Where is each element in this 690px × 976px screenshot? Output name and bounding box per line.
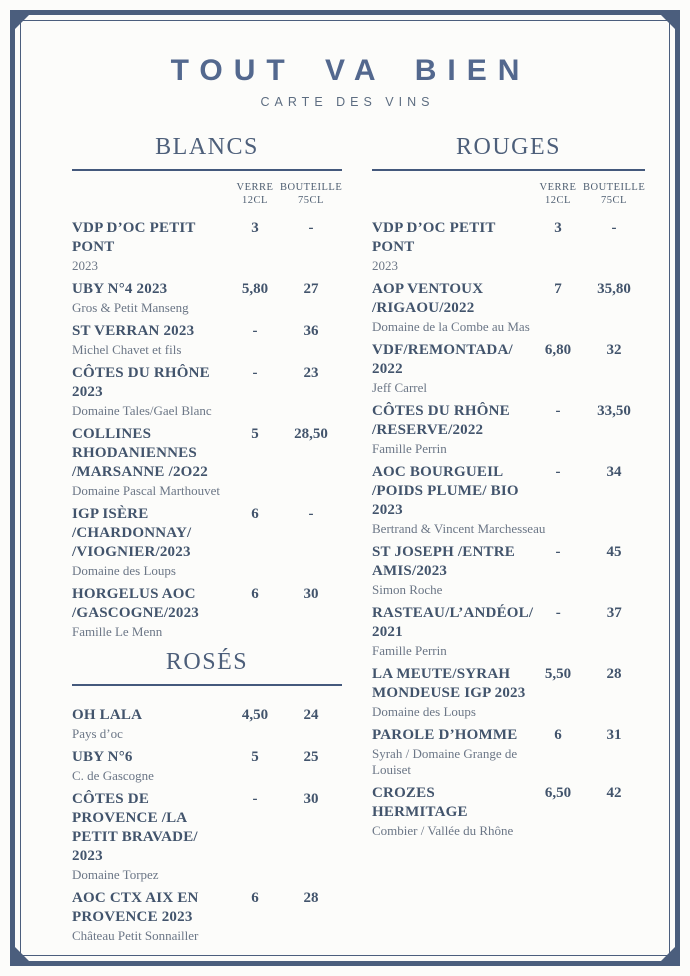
wine-name: PAROLE D’HOMME [372,727,518,743]
wine-name: UBY N°4 2023 [72,281,168,297]
wine-name: LA MEUTE/SYRAH MONDEUSE IGP 2023 [372,666,526,701]
glass-price: 5 [251,426,259,442]
wine-item [72,425,342,499]
wine-item [72,790,342,883]
glass-price: 5 [251,749,259,765]
bottle-price: - [308,220,314,236]
wine-item [372,726,645,778]
bottle-price: 45 [606,544,622,560]
wine-item [372,341,645,396]
wine-name: ST VERRAN 2023 [72,323,195,339]
wine-producer: Famille Perrin [372,441,447,456]
bottle-size: 75CL [601,195,627,206]
wine-name: CÔTES DE PROVENCE /LA PETIT BRAVADE/ 2023 [72,791,198,864]
bottle-price: 28,50 [294,426,328,442]
glass-column-header [230,181,280,207]
wine-producer: Michel Chavet et fils [72,342,182,357]
glass-price: - [252,365,258,381]
wine-producer: Pays d’oc [72,726,123,741]
wine-producer: Combier / Vallée du Rhône [372,823,514,838]
glass-price: 7 [554,281,562,297]
wine-name: HORGELUS AOC /GASCOGNE/2023 [72,586,199,621]
bottle-price: 25 [303,749,319,765]
wine-item [372,543,645,598]
wine-producer: Gros & Petit Manseng [72,300,189,315]
wine-producer: Bertrand & Vincent Marchesseau [372,521,546,536]
right-column [372,133,645,950]
wine-name: AOC CTX AIX EN PROVENCE 2023 [72,890,199,925]
glass-price: - [555,544,561,560]
roses-section [72,648,342,944]
bottle-price: 30 [303,791,319,807]
wine-name: VDP D’OC PETIT PONT [372,220,496,255]
wine-producer: Famille Le Menn [72,624,163,639]
wine-item [72,706,342,742]
bottle-column-header [280,181,342,207]
wine-producer: Domaine de la Combe au Mas [372,319,530,334]
wine-name-cell [372,402,533,457]
wine-producer: C. de Gascogne [72,768,154,783]
wine-name-cell [72,425,230,499]
left-column [72,133,342,950]
bottle-price: - [308,506,314,522]
bottle-price: 24 [303,707,319,723]
bottle-price: 28 [606,666,622,682]
wine-item [72,322,342,358]
wine-name-cell [72,585,230,640]
glass-price: 5,80 [241,281,269,297]
glass-price: - [252,323,258,339]
wine-item [72,364,342,419]
bottle-label: BOUTEILLE [280,182,343,193]
bottle-price: 36 [303,323,319,339]
wine-name-cell [372,543,533,598]
bottle-price: 35,80 [597,281,631,297]
price-column-headers-blancs [72,181,342,207]
wine-item [72,505,342,579]
masthead [0,0,690,109]
wine-producer: Domaine des Loups [372,704,476,719]
wine-name-cell [372,665,533,720]
glass-price: - [252,791,258,807]
wine-name: RASTEAU/L’ANDÉOL/ 2021 [372,605,534,640]
bottle-size: 75CL [298,195,324,206]
glass-price: 6 [554,727,562,743]
wine-producer: 2023 [372,258,398,273]
wine-name-cell [72,706,230,742]
wine-name-cell [72,364,230,419]
wine-name-cell [72,219,230,274]
wine-name: ST JOSEPH /ENTRE AMIS/2023 [372,544,515,579]
section-rule-blancs [72,169,342,171]
bottle-column-header [583,181,645,207]
wine-item [72,748,342,784]
glass-price: - [555,464,561,480]
glass-label: VERRE [236,182,274,193]
glass-price: - [555,403,561,419]
bottle-price: 42 [606,785,622,801]
spacer [72,181,230,207]
restaurant-title: TOUT VA BIEN [170,54,531,87]
section-heading-rouges: ROUGES [455,134,561,160]
wine-item [372,784,645,839]
bottle-price: 37 [606,605,622,621]
glass-price: 3 [554,220,562,236]
bottle-price: 28 [303,890,319,906]
wine-name-cell [72,790,230,883]
wine-item [372,280,645,335]
section-heading-blancs: BLANCS [155,134,259,160]
bottle-price: 33,50 [597,403,631,419]
wine-name-cell [72,322,230,358]
price-column-headers-rouges [372,181,645,207]
wine-name: CÔTES DU RHÔNE 2023 [72,365,210,400]
bottle-price: 27 [303,281,319,297]
wine-name: COLLINES RHODANIENNES /MARSANNE /2O22 [72,426,208,480]
wine-name-cell [372,784,533,839]
wine-producer: Domaine Torpez [72,867,159,882]
wine-name-cell [372,341,533,396]
bottle-price: 23 [303,365,319,381]
wine-name-cell [72,748,230,784]
wine-name: VDF/REMONTADA/ 2022 [372,342,513,377]
wine-item [72,585,342,640]
wine-item [72,889,342,944]
wine-name-cell [72,889,230,944]
wine-item [72,280,342,316]
wine-name-cell [372,604,533,659]
wine-producer: Château Petit Sonnailler [72,928,199,943]
glass-size: 12CL [545,195,571,206]
wine-producer: Domaine Pascal Marthouvet [72,483,221,498]
section-rule-roses [72,684,342,686]
spacer [372,181,533,207]
wine-name: IGP ISÈRE /CHARDONNAY/ /VIOGNIER/2023 [72,506,192,560]
glass-price: 4,50 [241,707,269,723]
wine-item [372,219,645,274]
wine-name: AOP VENTOUX /RIGAOU/2022 [372,281,484,316]
glass-price: 6,80 [544,342,572,358]
wine-producer: Syrah / Domaine Grange de Louiset [372,746,518,777]
rouges-items [372,219,645,839]
wine-item [372,402,645,457]
wine-name-cell [372,219,533,274]
bottle-price: - [611,220,617,236]
wine-name-cell [372,280,533,335]
bottle-price: 32 [606,342,622,358]
menu-subtitle: CARTE DES VINS [260,95,435,109]
bottle-price: 34 [606,464,622,480]
glass-size: 12CL [242,195,268,206]
glass-price: 6 [251,506,259,522]
wine-item [372,463,645,537]
wine-name: OH LALA [72,707,143,723]
wine-producer: 2023 [72,258,98,273]
blancs-items [72,219,342,640]
wine-name: VDP D’OC PETIT PONT [72,220,196,255]
glass-price: 6 [251,890,259,906]
wine-name-cell [372,463,546,537]
wine-item [372,665,645,720]
bottle-price: 30 [303,586,319,602]
wine-name-cell [72,505,230,579]
bottle-label: BOUTEILLE [583,182,646,193]
wine-name: UBY N°6 [72,749,133,765]
wine-producer: Domaine Tales/Gael Blanc [72,403,212,418]
wine-item [72,219,342,274]
glass-label: VERRE [539,182,577,193]
wine-name-cell [72,280,230,316]
glass-price: 6,50 [544,785,572,801]
wine-producer: Simon Roche [372,582,443,597]
glass-price: 6 [251,586,259,602]
wine-producer: Domaine des Loups [72,563,176,578]
menu-columns [0,109,690,950]
wine-item [372,604,645,659]
wine-name: AOC BOURGUEIL /POIDS PLUME/ BIO 2023 [372,464,519,518]
wine-name-cell [372,726,533,778]
section-heading-roses: ROSÉS [165,649,249,675]
glass-price: 5,50 [544,666,572,682]
wine-name: CÔTES DU RHÔNE /RESERVE/2022 [372,403,510,438]
wine-producer: Famille Perrin [372,643,447,658]
bottle-price: 31 [606,727,622,743]
section-rule-rouges [372,169,645,171]
glass-price: - [555,605,561,621]
wine-producer: Jeff Carrel [372,380,427,395]
glass-price: 3 [251,220,259,236]
wine-name: CROZES HERMITAGE [372,785,468,820]
glass-column-header [533,181,583,207]
roses-items [72,706,342,944]
